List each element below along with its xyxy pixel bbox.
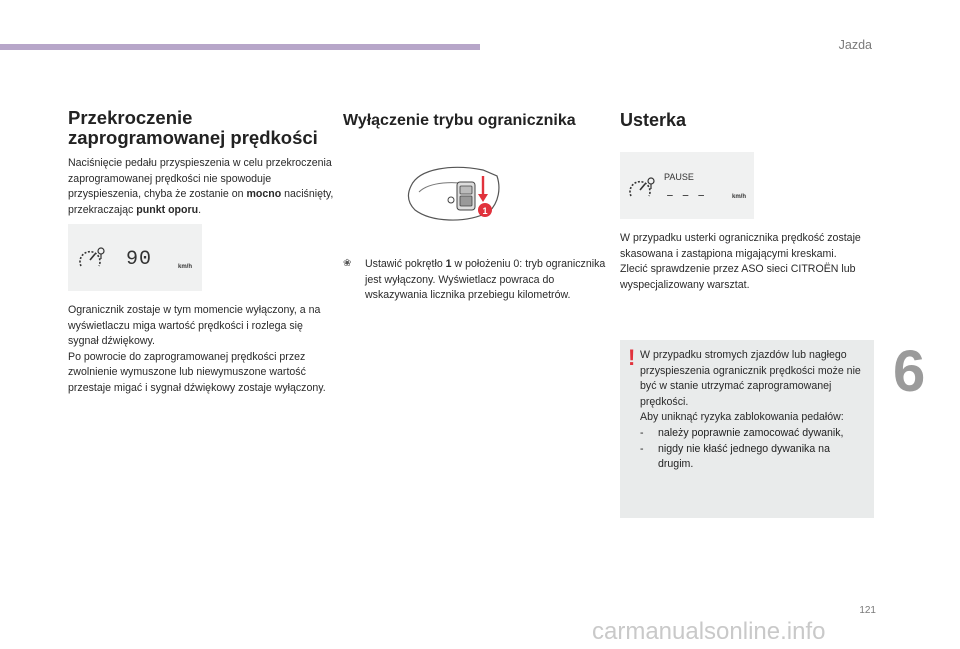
column-disable-limiter — [343, 108, 611, 131]
speed-display-pause — [620, 152, 754, 219]
intro-text-b: naciśnięty, przekraczając — [68, 188, 334, 216]
bullet-icon: ❀ — [343, 258, 352, 269]
watermark: carmanualsonline.info — [592, 618, 826, 645]
list-text: nigdy nie kłaść jednego dywanika na drugim. — [658, 442, 830, 471]
return-speed-paragraph: Po powrocie do zaprogramowanej prędkości przez zwolnienie wymuszone lub niewymuszone wartość przestaje migać i sygnał dźwiękowy zostaje wyłączony. — [68, 350, 326, 394]
warning-text-2: Aby uniknąć ryzyka zablokowania pedałów: — [640, 411, 844, 424]
speed-unit: km/h — [732, 194, 747, 200]
warning-text-1: W przypadku stromych zjazdów lub nagłego przyspieszenia ogranicznik prędkości może nie być w stanie utrzymać zaprogramowanej prędkości. — [640, 349, 861, 408]
speedometer-limiter-icon — [628, 176, 656, 200]
fault-paragraph: W przypadku usterki ogranicznika prędkość zostaje skasowana i zastąpiona migającymi kreskami. — [620, 232, 861, 260]
intro-paragraph — [68, 156, 336, 218]
pause-label: PAUSE — [664, 172, 694, 182]
header-accent-bar — [0, 44, 480, 50]
fault-text — [620, 231, 876, 293]
callout-number: 1 — [482, 206, 488, 216]
speed-display-90 — [68, 224, 202, 291]
instruction-bullet — [343, 257, 611, 304]
title-fault: Usterka — [620, 110, 687, 130]
title-exceeding-speed: Przekroczenie zaprogramowanej prędkości — [68, 107, 318, 148]
instruction-text-a: Ustawić pokrętło — [365, 258, 446, 270]
steering-control-illustration — [405, 158, 505, 230]
warning-box — [620, 340, 874, 518]
list-item — [640, 426, 866, 442]
instruction-bold-1: 1 — [445, 258, 452, 270]
speed-value: 90 — [126, 248, 153, 271]
speed-unit: km/h — [178, 264, 193, 270]
list-item — [640, 442, 866, 473]
list-dash: - — [640, 426, 644, 439]
intro-text-a: Naciśnięcie pedału przyspieszenia w celu przekroczenia zaprogramowanej prędkości nie spowoduje przyspieszenia, chyba że zostanie on — [68, 157, 332, 201]
warning-exclamation-icon: ! — [628, 345, 636, 370]
intro-text-c: . — [198, 203, 202, 216]
column-exceeding-speed-lower — [68, 303, 336, 397]
column-exceeding-speed — [68, 108, 336, 218]
intro-bold-mocno: mocno — [246, 188, 282, 201]
page-number: 121 — [859, 605, 876, 616]
limiter-deactivated-paragraph: Ogranicznik zostaje w tym momencie wyłączony, a na wyświetlaczu miga wartość prędkości i rozlega się sygnał dźwiękowy. — [68, 304, 321, 348]
title-disable-limiter: Wyłączenie trybu ogranicznika — [343, 112, 576, 129]
section-label: Jazda — [838, 38, 872, 52]
column-fault — [620, 108, 876, 130]
list-text: należy poprawnie zamocować dywanik, — [658, 426, 844, 439]
speed-dashes: – – – — [666, 188, 706, 203]
instruction-text — [365, 257, 611, 304]
service-paragraph: Zlecić sprawdzenie przez ASO sieci CITROËN lub wyspecjalizowany warsztat. — [620, 263, 856, 291]
instruction-text-b: w położeniu 0: tryb ogranicznika jest wyłączony. Wyświetlacz powraca do wskazywania licznika przebiegu kilometrów. — [365, 258, 606, 302]
chapter-number: 6 — [893, 339, 926, 404]
speedometer-limiter-icon — [78, 246, 106, 270]
list-dash: - — [640, 442, 644, 455]
intro-bold-punkt-oporu: punkt oporu — [136, 203, 199, 216]
